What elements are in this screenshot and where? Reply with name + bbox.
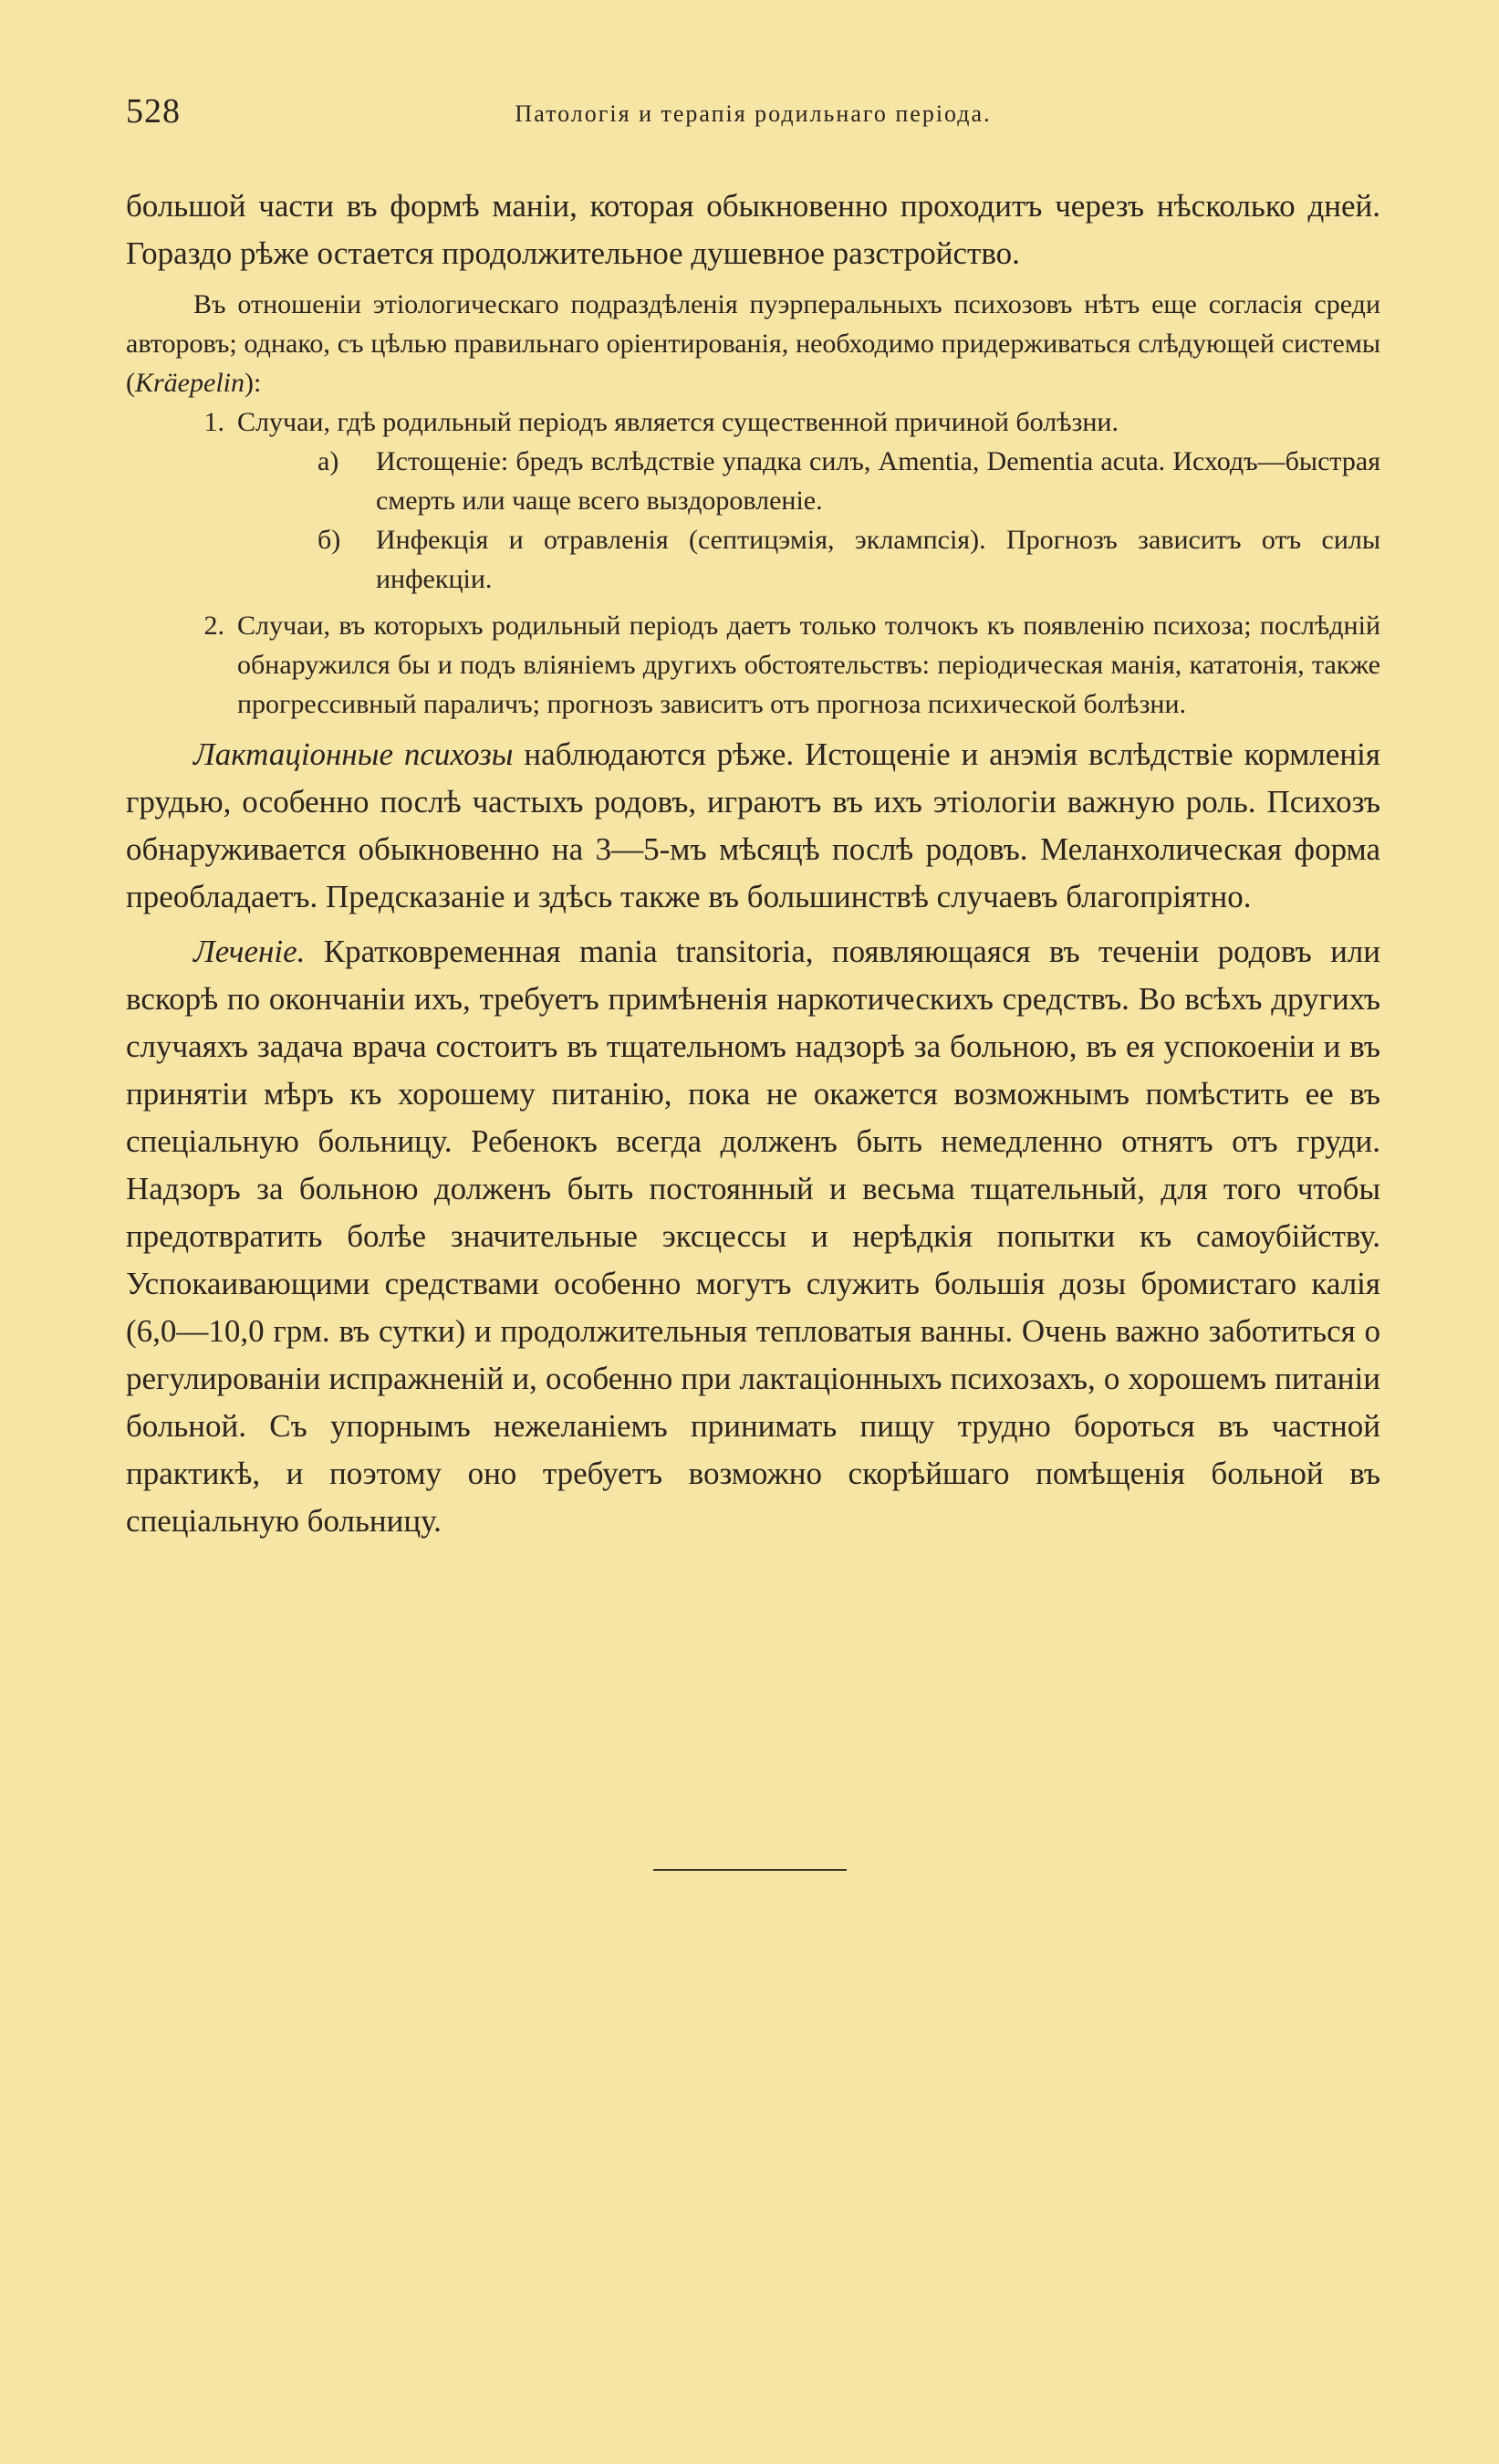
list-item-number: 2. <box>203 611 224 641</box>
list-item <box>126 402 1380 442</box>
sub-item-text: Истощеніе: бредъ вслѣдствіе упадка силъ, Amentia, Dementia acuta. Исходъ—быстрая смерть или чаще всего выздоровленіе. <box>376 446 1380 516</box>
etiology-text-start: Въ отношеніи этіологическаго подраздѣленія пуэрперальныхъ психозовъ нѣтъ еще согласія среди авторовъ; однако, съ цѣлью правильнаго оріентированія, необходимо придерживаться слѣдующей системы ( <box>126 289 1380 398</box>
paragraph-lactation <box>126 731 1380 921</box>
paragraph-treatment <box>126 928 1380 1545</box>
lactation-text: наблюдаются рѣже. Истощеніе и анэмія вслѣдствіе кормленія грудью, особенно послѣ частыхъ родовъ, играютъ въ ихъ этіологіи важную роль. Психозъ обнаруживается обыкновенно на 3—5-мъ мѣсяцѣ послѣ родовъ. Меланхолическая форма преобладаетъ. Предсказаніе и здѣсь также въ большинствѣ случаевъ благопріятно. <box>126 736 1380 914</box>
treatment-heading: Леченіе. <box>193 934 306 969</box>
sub-list-item <box>317 520 1380 599</box>
paragraph-1: большой части въ формѣ маніи, которая обыкновенно проходитъ черезъ нѣсколько дней. Гораздо рѣже остается продолжительное душевное разстройство. <box>126 188 1380 271</box>
list-item-text: Случаи, гдѣ родильный періодъ является существенной причиной болѣзни. <box>237 407 1119 437</box>
running-head <box>126 91 1380 146</box>
lactation-heading: Лактаціонные психозы <box>193 736 514 772</box>
author-name: Kräepelin <box>135 368 245 398</box>
page-number: 528 <box>126 92 181 131</box>
sub-list <box>317 442 1380 599</box>
end-rule <box>653 1869 847 1871</box>
etiology-text-end: ): <box>245 368 262 398</box>
list-item-number: 1. <box>203 407 224 437</box>
sub-item-letter: а) <box>317 446 339 476</box>
sub-item-letter: б) <box>317 525 341 555</box>
running-title: Патологія и терапія родильнаго періода. <box>515 100 992 127</box>
sub-list-item <box>317 442 1380 520</box>
sub-item-text: Инфекція и отравленія (септицэмія, эклампсія). Прогнозъ зависитъ отъ силы инфекціи. <box>376 525 1380 594</box>
classification-list <box>126 402 1380 724</box>
list-item <box>126 606 1380 724</box>
list-item-text: Случаи, въ которыхъ родильный періодъ даетъ только толчокъ къ появленію психоза; послѣдній обнаружился бы и подъ вліяніемъ другихъ обстоятельствъ: періодическая манія, кататонія, также прогрессивный параличъ; прогнозъ зависитъ отъ прогноза психической болѣзни. <box>237 611 1380 719</box>
paragraph-etiology <box>126 285 1380 402</box>
treatment-text: Кратковременная mania transitoria, появляющаяся въ теченіи родовъ или вскорѣ по окончаніи ихъ, требуетъ примѣненія наркотическихъ средствъ. Во всѣхъ другихъ случаяхъ задача врача состоитъ въ тщательномъ надзорѣ за больною, въ ея успокоеніи и въ принятіи мѣръ къ хорошему питанію, пока не окажется возможнымъ помѣстить ее въ спеціальную больницу. Ребенокъ всегда долженъ быть немедленно отнятъ отъ груди. Надзоръ за больною долженъ быть постоянный и весьма тщательный, для того чтобы предотвратить болѣе значительные эксцессы и нерѣдкія попытки къ самоубійству. Успокаивающими средствами особенно могутъ служить большія дозы бромистаго калія (6,0—10,0 грм. въ сутки) и продолжительныя тепловатыя ванны. Очень важно заботиться о регулированіи испражненій и, особенно при лактаціонныхъ психозахъ, о хорошемъ питаніи больной. Съ упорнымъ нежеланіемъ принимать пищу трудно бороться въ частной практикѣ, и поэтому оно требуетъ возможно скорѣйшаго помѣщенія больной въ спеціальную больницу. <box>126 934 1380 1539</box>
body-text <box>126 183 1380 1545</box>
